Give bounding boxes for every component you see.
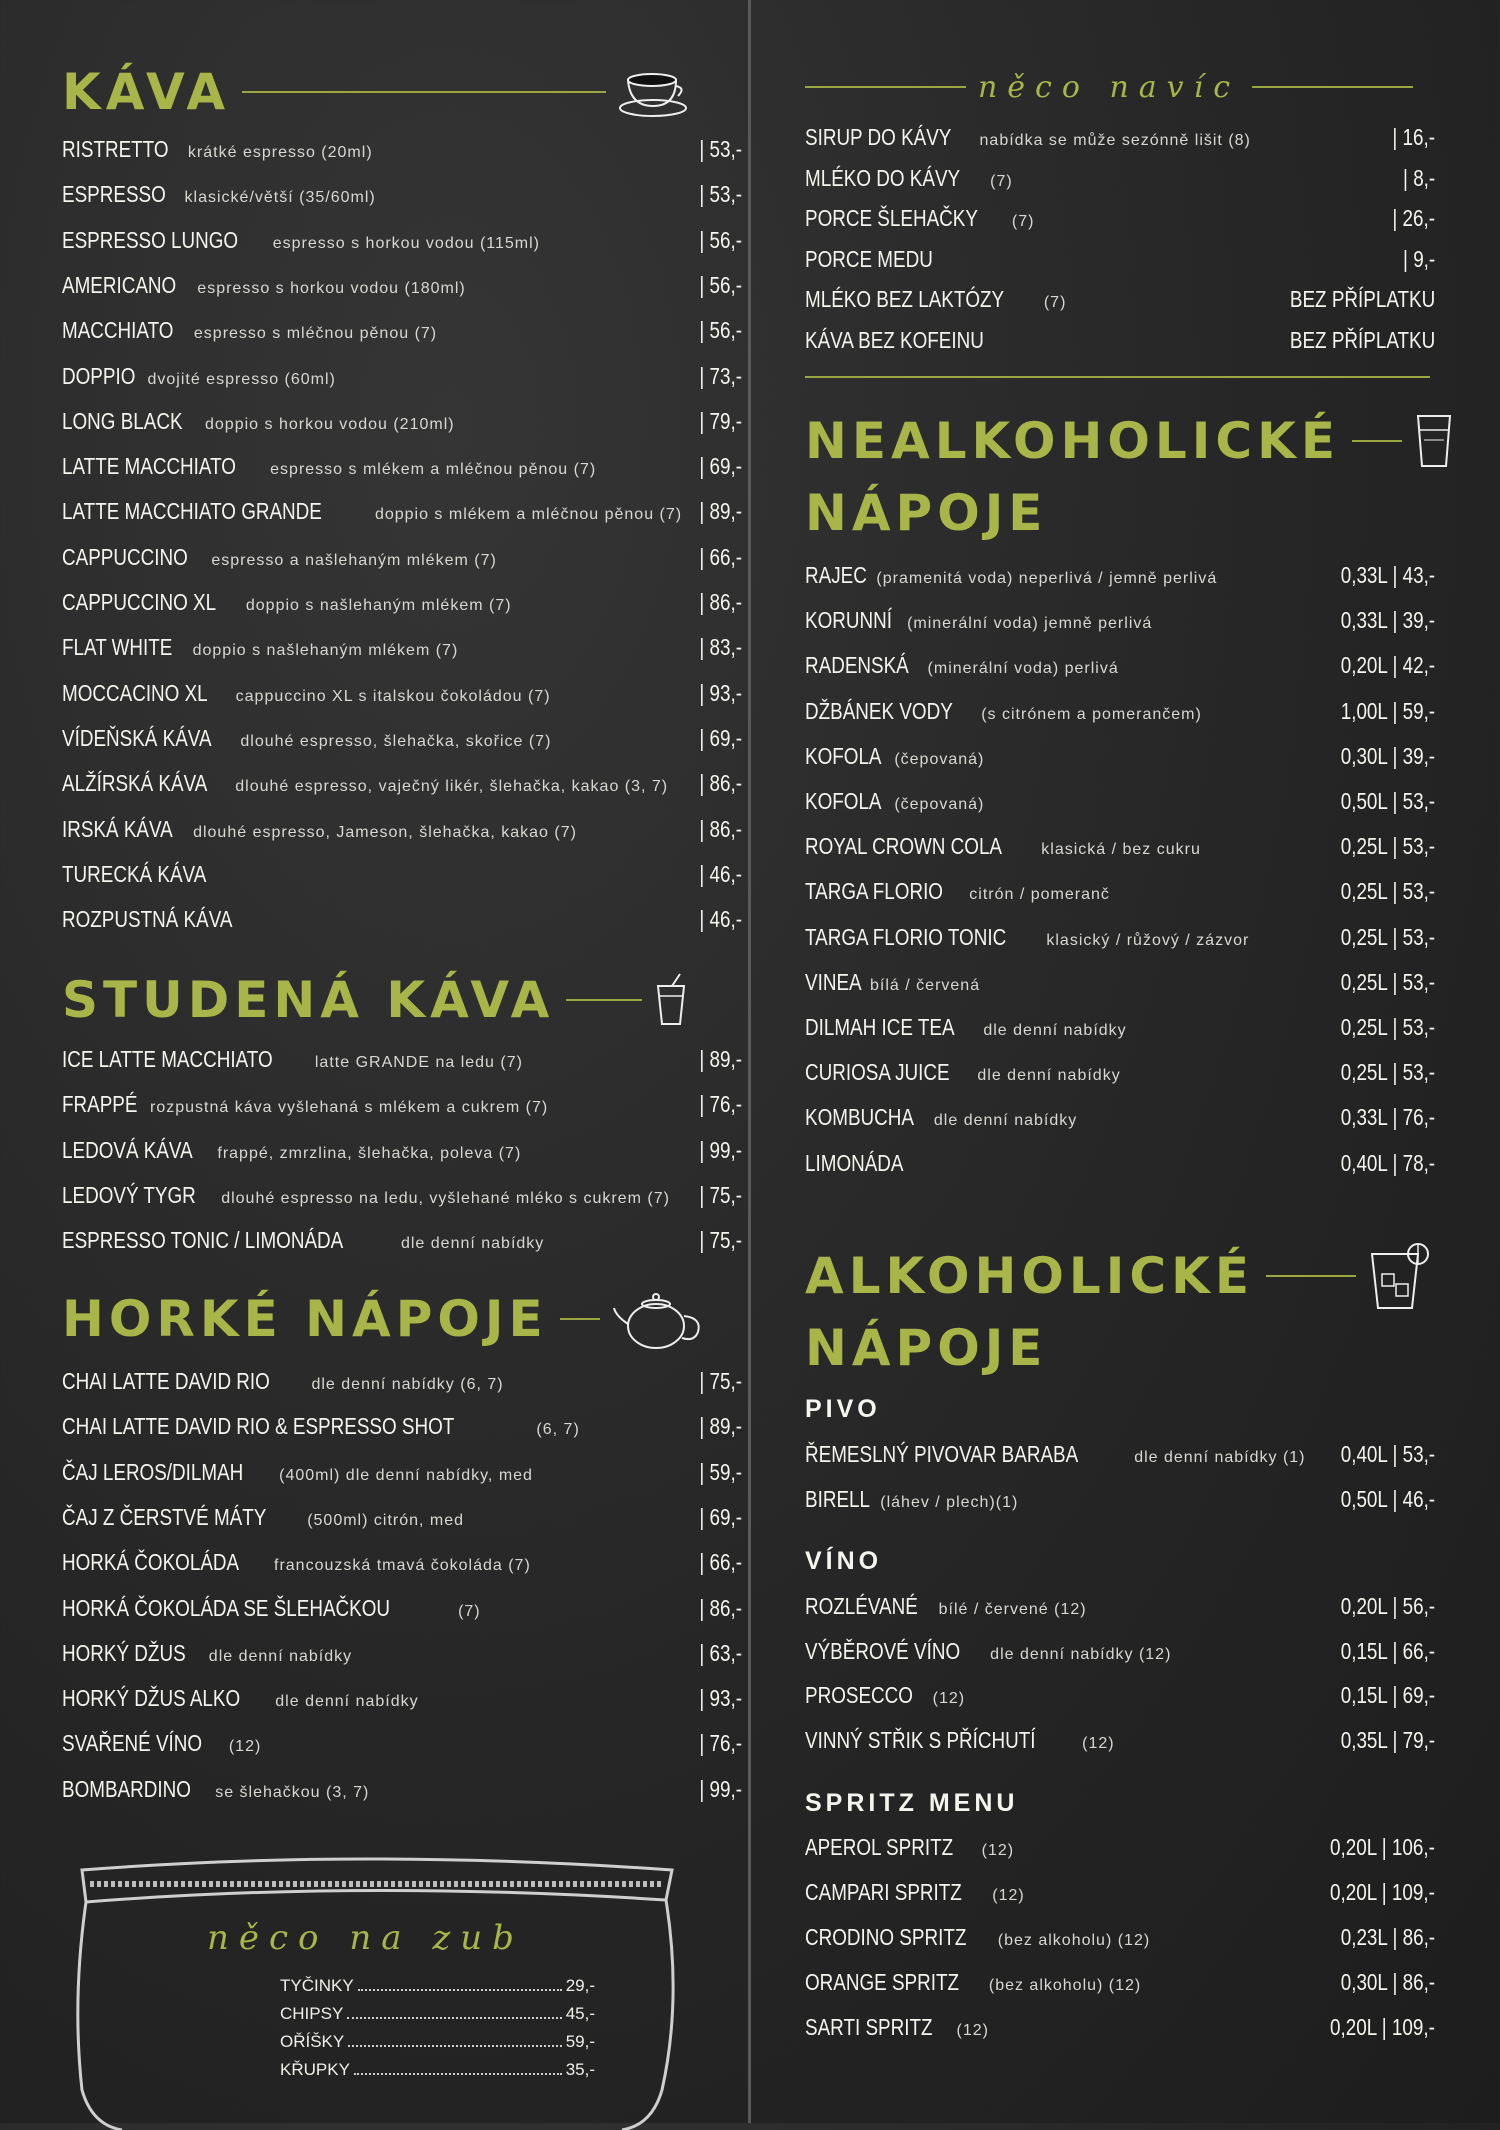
item-price: | 99,- bbox=[699, 1775, 742, 1802]
menu-item bbox=[805, 1682, 1435, 1722]
item-name: MACCHIATO bbox=[62, 317, 174, 344]
item-description: doppio s horkou vodou (210ml) bbox=[205, 415, 455, 433]
item-name: DOPPIO bbox=[62, 362, 136, 389]
horke-rule bbox=[560, 1318, 600, 1320]
item-description: dle denní nabídky bbox=[208, 1647, 353, 1665]
item-name: ROZPUSTNÁ KÁVA bbox=[62, 906, 233, 933]
item-description: (s citrónem a pomerančem) bbox=[981, 705, 1202, 723]
item-price: | 86,- bbox=[699, 1594, 742, 1621]
item-price: 0,15L | 69,- bbox=[1340, 1682, 1435, 1708]
item-name: ČAJ Z ČERSTVÉ MÁTY bbox=[62, 1503, 267, 1530]
item-description: espresso s mléčnou pěnou (7) bbox=[193, 325, 438, 343]
menu-item bbox=[62, 770, 742, 810]
item-price: | 66,- bbox=[699, 1549, 742, 1576]
item-name: TARGA FLORIO bbox=[805, 878, 943, 905]
item-price: 0,50L | 46,- bbox=[1340, 1485, 1435, 1512]
item-name: SARTI SPRITZ bbox=[805, 2014, 933, 2040]
menu-item bbox=[805, 1014, 1435, 1054]
item-name: SIRUP DO KÁVY bbox=[805, 124, 952, 150]
item-description: (12) bbox=[992, 1887, 1025, 1904]
item-name: LIMONÁDA bbox=[805, 1149, 904, 1176]
item-name: FRAPPÉ bbox=[62, 1091, 138, 1118]
menu-item bbox=[62, 589, 742, 629]
iced-coffee-icon bbox=[654, 972, 688, 1028]
item-name: ROYAL CROWN COLA bbox=[805, 833, 1003, 860]
snack-price: 35,- bbox=[565, 2060, 595, 2079]
item-description: (bez alkoholu) (12) bbox=[988, 1977, 1142, 1994]
item-price: | 46,- bbox=[699, 906, 742, 933]
menu-item bbox=[805, 607, 1435, 647]
item-price: | 76,- bbox=[699, 1091, 742, 1118]
item-description: klasický / růžový / zázvor bbox=[1046, 931, 1250, 949]
dot-leader bbox=[347, 2004, 561, 2019]
item-price: | 59,- bbox=[699, 1458, 742, 1485]
item-price: 0,20L | 109,- bbox=[1330, 1879, 1435, 1905]
menu-item bbox=[62, 906, 742, 946]
item-description: cappuccino XL s italskou čokoládou (7) bbox=[235, 687, 551, 705]
item-price: 0,35L | 79,- bbox=[1340, 1726, 1435, 1753]
item-price: | 93,- bbox=[699, 1685, 742, 1712]
item-name: MLÉKO BEZ LAKTÓZY bbox=[805, 286, 1005, 312]
item-name: CRODINO SPRITZ bbox=[805, 1924, 967, 1950]
item-description: (400ml) dle denní nabídky, med bbox=[279, 1466, 533, 1484]
dot-leader bbox=[354, 2060, 562, 2075]
item-description: (čepovaná) bbox=[894, 796, 985, 813]
snack-name: KŘUPKY bbox=[280, 2060, 350, 2079]
item-description: (minerální voda) perlivá bbox=[927, 660, 1119, 678]
item-description: doppio s mlékem a mléčnou pěnou (7) bbox=[374, 506, 683, 524]
item-name: HORKÁ ČOKOLÁDA SE ŠLEHAČKOU bbox=[62, 1594, 391, 1621]
menu-item bbox=[805, 968, 1435, 1009]
item-price: 0,15L | 66,- bbox=[1340, 1637, 1435, 1664]
item-description: rozpustná káva vyšlehaná s mlékem a cukrem (7) bbox=[150, 1099, 549, 1117]
item-price: | 99,- bbox=[699, 1136, 742, 1163]
item-description: dle denní nabídky (6, 7) bbox=[311, 1376, 504, 1393]
column-divider bbox=[748, 0, 751, 2123]
item-name: VINNÝ STŘIK S PŘÍCHUTÍ bbox=[805, 1726, 1036, 1753]
kava-title: KÁVA bbox=[62, 63, 231, 121]
item-price: | 26,- bbox=[1392, 205, 1435, 231]
item-description: dlouhé espresso na ledu, vyšlehané mléko s cukrem (7) bbox=[221, 1189, 670, 1207]
alko-title-1: ALKOHOLICKÉ bbox=[805, 1247, 1254, 1305]
menu-item bbox=[62, 136, 742, 176]
snack-price: 45,- bbox=[565, 2004, 595, 2023]
menu-item bbox=[62, 271, 742, 312]
snack-item bbox=[280, 2004, 595, 2024]
item-name: HORKÝ DŽUS bbox=[62, 1639, 186, 1666]
item-name: KOFOLA bbox=[805, 788, 882, 814]
item-name: VÍDEŇSKÁ KÁVA bbox=[62, 724, 212, 751]
item-price: 0,33L | 43,- bbox=[1340, 562, 1435, 588]
item-name: LONG BLACK bbox=[62, 407, 183, 434]
item-description: (láhev / plech)(1) bbox=[880, 1493, 1019, 1511]
item-name: ESPRESSO bbox=[62, 181, 166, 208]
menu-item bbox=[805, 742, 1435, 783]
item-name: SVAŘENÉ VÍNO bbox=[62, 1730, 203, 1757]
item-name: ESPRESSO LUNGO bbox=[62, 226, 239, 253]
item-description: dlouhé espresso, Jameson, šlehačka, kakao (7) bbox=[193, 823, 577, 841]
item-price: | 86,- bbox=[699, 770, 742, 797]
menu-item bbox=[62, 1368, 742, 1408]
menu-item bbox=[62, 724, 742, 765]
item-name: VINEA bbox=[805, 968, 862, 995]
item-description: dvojité espresso (60ml) bbox=[147, 370, 336, 388]
item-description: espresso s mlékem a mléčnou pěnou (7) bbox=[270, 461, 597, 479]
menu-item bbox=[62, 226, 742, 267]
item-price: 0,20L | 56,- bbox=[1340, 1593, 1435, 1619]
menu-item bbox=[805, 923, 1435, 964]
item-price: | 9,- bbox=[1402, 245, 1435, 272]
item-name: HORKÁ ČOKOLÁDA bbox=[62, 1549, 240, 1576]
item-description: francouzská tmavá čokoláda (7) bbox=[274, 1557, 531, 1575]
item-name: PORCE MEDU bbox=[805, 245, 933, 272]
item-price: 0,20L | 109,- bbox=[1330, 2014, 1435, 2040]
kava-rule bbox=[242, 91, 606, 93]
water-glass-icon bbox=[1414, 412, 1454, 470]
item-name: VÝBĚROVÉ VÍNO bbox=[805, 1637, 961, 1664]
snack-price: 59,- bbox=[565, 2032, 595, 2051]
item-price: BEZ PŘÍPLATKU bbox=[1289, 326, 1435, 353]
navic-header bbox=[805, 62, 1425, 112]
menu-item bbox=[805, 286, 1435, 326]
menu-item bbox=[62, 543, 742, 584]
pivo-label: PIVO bbox=[805, 1395, 881, 1423]
item-name: FLAT WHITE bbox=[62, 634, 173, 661]
item-description: (pramenitá voda) neperlivá / jemně perlivá bbox=[876, 570, 1218, 587]
menu-item bbox=[805, 1969, 1435, 2009]
item-price: | 89,- bbox=[699, 1413, 742, 1440]
menu-item bbox=[62, 1775, 742, 1816]
item-description: (minerální voda) jemně perlivá bbox=[907, 615, 1153, 633]
horke-header bbox=[62, 1284, 688, 1354]
menu-item bbox=[62, 362, 742, 403]
menu-item bbox=[805, 124, 1435, 164]
item-price: | 69,- bbox=[699, 453, 742, 480]
menu-item bbox=[62, 815, 742, 856]
item-description: se šlehačkou (3, 7) bbox=[215, 1783, 370, 1801]
menu-item bbox=[62, 634, 742, 674]
studena-header bbox=[62, 970, 688, 1030]
item-description: dle denní nabídky bbox=[977, 1067, 1121, 1085]
item-description: latte GRANDE na ledu (7) bbox=[314, 1054, 523, 1071]
item-description: nabídka se může sezónně lišit (8) bbox=[979, 132, 1251, 149]
item-description: (6, 7) bbox=[536, 1421, 580, 1439]
item-price: 0,25L | 53,- bbox=[1340, 878, 1435, 905]
item-description: (7) bbox=[1043, 294, 1067, 311]
menu-item bbox=[805, 652, 1435, 692]
item-description: (12) bbox=[228, 1738, 262, 1756]
item-price: | 76,- bbox=[699, 1730, 742, 1757]
menu-item bbox=[62, 1046, 742, 1086]
item-name: CURIOSA JUICE bbox=[805, 1059, 950, 1086]
menu-item bbox=[805, 1149, 1435, 1190]
item-name: ROZLÉVANÉ bbox=[805, 1593, 918, 1619]
item-description: klasická / bez cukru bbox=[1041, 841, 1201, 859]
menu-item bbox=[805, 326, 1435, 367]
snack-name: CHIPSY bbox=[280, 2004, 344, 2023]
item-price: 0,40L | 78,- bbox=[1340, 1149, 1435, 1176]
menu-item bbox=[62, 1413, 742, 1453]
item-price: | 56,- bbox=[699, 317, 742, 344]
menu-item bbox=[805, 1834, 1435, 1874]
menu-item bbox=[62, 1730, 742, 1770]
item-description: dle denní nabídky (12) bbox=[990, 1645, 1172, 1663]
kava-header bbox=[62, 64, 688, 120]
studena-title: STUDENÁ KÁVA bbox=[62, 971, 555, 1029]
item-description: (12) bbox=[981, 1842, 1015, 1859]
item-price: 0,25L | 53,- bbox=[1340, 968, 1435, 995]
item-price: 0,23L | 86,- bbox=[1340, 1924, 1435, 1950]
item-name: ORANGE SPRITZ bbox=[805, 1969, 960, 1995]
item-description: espresso s horkou vodou (180ml) bbox=[197, 279, 466, 297]
menu-item bbox=[62, 407, 742, 448]
item-name: RISTRETTO bbox=[62, 136, 169, 162]
item-name: KOMBUCHA bbox=[805, 1104, 914, 1131]
item-description: (12) bbox=[956, 2022, 989, 2039]
item-name: MLÉKO DO KÁVY bbox=[805, 164, 961, 191]
snack-item bbox=[280, 2032, 595, 2052]
item-description: dle denní nabídky (1) bbox=[1134, 1449, 1306, 1466]
item-price: 0,25L | 53,- bbox=[1340, 1059, 1435, 1086]
menu-item bbox=[805, 788, 1435, 828]
menu-item bbox=[62, 1091, 742, 1131]
item-description: espresso s horkou vodou (115ml) bbox=[272, 234, 540, 252]
menu-item bbox=[62, 1639, 742, 1680]
item-description: (12) bbox=[1082, 1734, 1115, 1752]
menu-item bbox=[62, 1594, 742, 1635]
menu-item bbox=[62, 1685, 742, 1725]
spritz-label: SPRITZ MENU bbox=[805, 1789, 1019, 1817]
alko-title-2: NÁPOJE bbox=[805, 1319, 1048, 1377]
item-price: | 53,- bbox=[699, 181, 742, 208]
item-price: 0,20L | 106,- bbox=[1330, 1834, 1435, 1860]
item-description: dle denní nabídky bbox=[933, 1112, 1078, 1130]
item-price: | 75,- bbox=[699, 1368, 742, 1394]
menu-item bbox=[805, 1059, 1435, 1099]
studena-rule bbox=[566, 999, 642, 1001]
item-name: TARGA FLORIO TONIC bbox=[805, 923, 1007, 950]
item-description: citrón / pomeranč bbox=[969, 886, 1110, 904]
item-name: LATTE MACCHIATO GRANDE bbox=[62, 498, 322, 525]
item-price: 0,25L | 53,- bbox=[1340, 1014, 1435, 1040]
menu-item bbox=[62, 1503, 742, 1544]
item-name: IRSKÁ KÁVA bbox=[62, 815, 173, 842]
item-price: 0,20L | 42,- bbox=[1340, 652, 1435, 679]
item-price: | 53,- bbox=[699, 136, 742, 162]
item-price: | 69,- bbox=[699, 724, 742, 751]
nealko-title-1: NEALKOHOLICKÉ bbox=[805, 412, 1340, 470]
coffee-cup-icon bbox=[618, 66, 688, 118]
item-price: | 75,- bbox=[699, 1181, 742, 1208]
item-price: | 16,- bbox=[1392, 124, 1435, 150]
item-name: CAPPUCCINO bbox=[62, 543, 188, 570]
item-name: MOCCACINO XL bbox=[62, 679, 208, 706]
menu-item bbox=[62, 1136, 742, 1177]
item-name: AMERICANO bbox=[62, 271, 177, 298]
nealko-title-2: NÁPOJE bbox=[805, 484, 1048, 542]
item-price: | 75,- bbox=[699, 1227, 742, 1254]
item-price: | 86,- bbox=[699, 815, 742, 842]
menu-item bbox=[805, 1104, 1435, 1144]
item-name: CHAI LATTE DAVID RIO & ESPRESSO SHOT bbox=[62, 1413, 455, 1440]
item-name: PORCE ŠLEHAČKY bbox=[805, 205, 978, 231]
item-price: 1,00L | 59,- bbox=[1340, 697, 1435, 724]
item-description: dle denní nabídky bbox=[275, 1693, 419, 1711]
menu-item bbox=[805, 1637, 1435, 1678]
menu-item bbox=[62, 1181, 742, 1222]
menu-item bbox=[805, 164, 1435, 205]
item-name: APEROL SPRITZ bbox=[805, 1834, 954, 1860]
menu-item bbox=[805, 562, 1435, 602]
item-price: 0,25L | 53,- bbox=[1340, 833, 1435, 860]
item-name: ŘEMESLNÝ PIVOVAR BARABA bbox=[805, 1441, 1079, 1467]
item-price: | 69,- bbox=[699, 1503, 742, 1530]
item-name: DILMAH ICE TEA bbox=[805, 1014, 955, 1040]
item-description: dlouhé espresso, šlehačka, skořice (7) bbox=[240, 732, 552, 750]
menu-item bbox=[805, 1441, 1435, 1481]
menu-item bbox=[805, 833, 1435, 873]
item-price: | 73,- bbox=[699, 362, 742, 389]
menu-item bbox=[62, 498, 742, 538]
item-description: doppio s našlehaným mlékem (7) bbox=[192, 642, 459, 660]
item-name: LATTE MACCHIATO bbox=[62, 453, 236, 480]
snack-item bbox=[280, 1976, 595, 1996]
item-name: ALŽÍRSKÁ KÁVA bbox=[62, 770, 208, 797]
cocktail-glass-icon bbox=[1368, 1240, 1430, 1312]
menu-item bbox=[805, 1726, 1435, 1767]
menu-item bbox=[62, 860, 742, 901]
menu-item bbox=[805, 2014, 1435, 2054]
item-name: ESPRESSO TONIC / LIMONÁDA bbox=[62, 1227, 344, 1254]
menu-item bbox=[805, 1593, 1435, 1633]
menu-item bbox=[62, 453, 742, 493]
item-name: CAPPUCCINO XL bbox=[62, 589, 217, 615]
item-price: | 8,- bbox=[1402, 164, 1435, 191]
dot-leader bbox=[348, 2032, 561, 2047]
navic-rule-right bbox=[1252, 86, 1413, 88]
item-price: | 86,- bbox=[699, 589, 742, 615]
item-description: (bez alkoholu) (12) bbox=[997, 1932, 1151, 1949]
item-price: | 79,- bbox=[699, 407, 742, 434]
item-description: (čepovaná) bbox=[894, 750, 985, 768]
item-name: LEDOVÝ TYGR bbox=[62, 1181, 196, 1208]
navic-bottom-rule bbox=[805, 376, 1430, 378]
teapot-icon bbox=[612, 1286, 704, 1352]
menu-item bbox=[805, 205, 1435, 245]
item-description: dle denní nabídky bbox=[983, 1022, 1127, 1039]
item-name: ICE LATTE MACCHIATO bbox=[62, 1046, 273, 1072]
item-name: TURECKÁ KÁVA bbox=[62, 860, 207, 887]
menu-item bbox=[805, 697, 1435, 738]
vino-label: VÍNO bbox=[805, 1547, 883, 1575]
item-price: | 83,- bbox=[699, 634, 742, 661]
item-description: dle denní nabídky bbox=[400, 1235, 545, 1253]
menu-item bbox=[805, 878, 1435, 918]
item-description: bílá / červená bbox=[870, 976, 981, 994]
item-description: doppio s našlehaným mlékem (7) bbox=[245, 597, 512, 614]
snack-price: 29,- bbox=[565, 1976, 595, 1995]
alko-header bbox=[805, 1240, 1430, 1384]
item-name: KOFOLA bbox=[805, 742, 882, 769]
item-name: RAJEC bbox=[805, 562, 867, 588]
item-price: BEZ PŘÍPLATKU bbox=[1289, 286, 1435, 312]
item-price: | 46,- bbox=[699, 860, 742, 887]
item-price: 0,25L | 53,- bbox=[1340, 923, 1435, 950]
navic-rule-left bbox=[805, 86, 966, 88]
item-name: LEDOVÁ KÁVA bbox=[62, 1136, 193, 1163]
item-name: RADENSKÁ bbox=[805, 652, 909, 679]
menu-item bbox=[805, 1879, 1435, 1919]
horke-title: HORKÉ NÁPOJE bbox=[62, 1290, 548, 1348]
item-description: (7) bbox=[1011, 213, 1035, 230]
item-description: klasické/větší (35/60ml) bbox=[184, 189, 376, 207]
item-description: (7) bbox=[458, 1602, 481, 1620]
item-price: 0,33L | 76,- bbox=[1340, 1104, 1435, 1131]
menu-item bbox=[62, 679, 742, 720]
alko-rule bbox=[1266, 1275, 1356, 1277]
nealko-rule bbox=[1352, 440, 1402, 442]
item-description: bílé / červené (12) bbox=[938, 1601, 1087, 1618]
item-name: KÁVA BEZ KOFEINU bbox=[805, 326, 984, 353]
item-name: PROSECCO bbox=[805, 1682, 913, 1708]
item-name: CHAI LATTE DAVID RIO bbox=[62, 1368, 270, 1394]
navic-title: něco navíc bbox=[977, 69, 1241, 105]
menu-item bbox=[62, 1227, 742, 1267]
item-price: 0,33L | 39,- bbox=[1340, 607, 1435, 634]
menu-item bbox=[62, 181, 742, 221]
snack-item bbox=[280, 2060, 595, 2080]
nealko-header bbox=[805, 405, 1430, 549]
item-price: | 89,- bbox=[699, 1046, 742, 1072]
item-name: BIRELL bbox=[805, 1485, 870, 1512]
item-name: CAMPARI SPRITZ bbox=[805, 1879, 962, 1905]
menu-item bbox=[62, 1549, 742, 1589]
menu-item bbox=[62, 1458, 742, 1499]
item-description: (7) bbox=[990, 172, 1013, 190]
item-description: frappé, zmrzlina, šlehačka, poleva (7) bbox=[217, 1144, 522, 1162]
item-price: 0,30L | 39,- bbox=[1340, 742, 1435, 769]
snack-name: OŘÍŠKY bbox=[280, 2032, 345, 2051]
item-price: 0,40L | 53,- bbox=[1340, 1441, 1435, 1467]
item-price: 0,50L | 53,- bbox=[1340, 788, 1435, 814]
item-description: dlouhé espresso, vaječný likér, šlehačka, kakao (3, 7) bbox=[235, 778, 669, 796]
item-description: espresso a našlehaným mlékem (7) bbox=[211, 551, 497, 569]
item-name: ČAJ LEROS/DILMAH bbox=[62, 1458, 244, 1485]
zub-title: něco na zub bbox=[207, 1918, 524, 1958]
menu-item bbox=[805, 245, 1435, 286]
item-description: (500ml) citrón, med bbox=[307, 1511, 465, 1529]
item-name: KORUNNÍ bbox=[805, 607, 892, 634]
menu-item bbox=[805, 1485, 1435, 1526]
dot-leader bbox=[358, 1976, 562, 1991]
menu-item bbox=[805, 1924, 1435, 1964]
item-description: (12) bbox=[932, 1690, 966, 1707]
item-name: DŽBÁNEK VODY bbox=[805, 697, 953, 724]
item-price: | 56,- bbox=[699, 226, 742, 253]
item-price: 0,30L | 86,- bbox=[1340, 1969, 1435, 1995]
item-price: | 63,- bbox=[699, 1639, 742, 1666]
item-description: krátké espresso (20ml) bbox=[187, 144, 373, 161]
snack-name: TYČINKY bbox=[280, 1976, 354, 1995]
menu-item bbox=[62, 317, 742, 357]
item-price: | 56,- bbox=[699, 271, 742, 298]
item-name: HORKÝ DŽUS ALKO bbox=[62, 1685, 241, 1712]
item-price: | 66,- bbox=[699, 543, 742, 570]
item-price: | 89,- bbox=[699, 498, 742, 525]
item-name: BOMBARDINO bbox=[62, 1775, 191, 1802]
item-price: | 93,- bbox=[699, 679, 742, 706]
